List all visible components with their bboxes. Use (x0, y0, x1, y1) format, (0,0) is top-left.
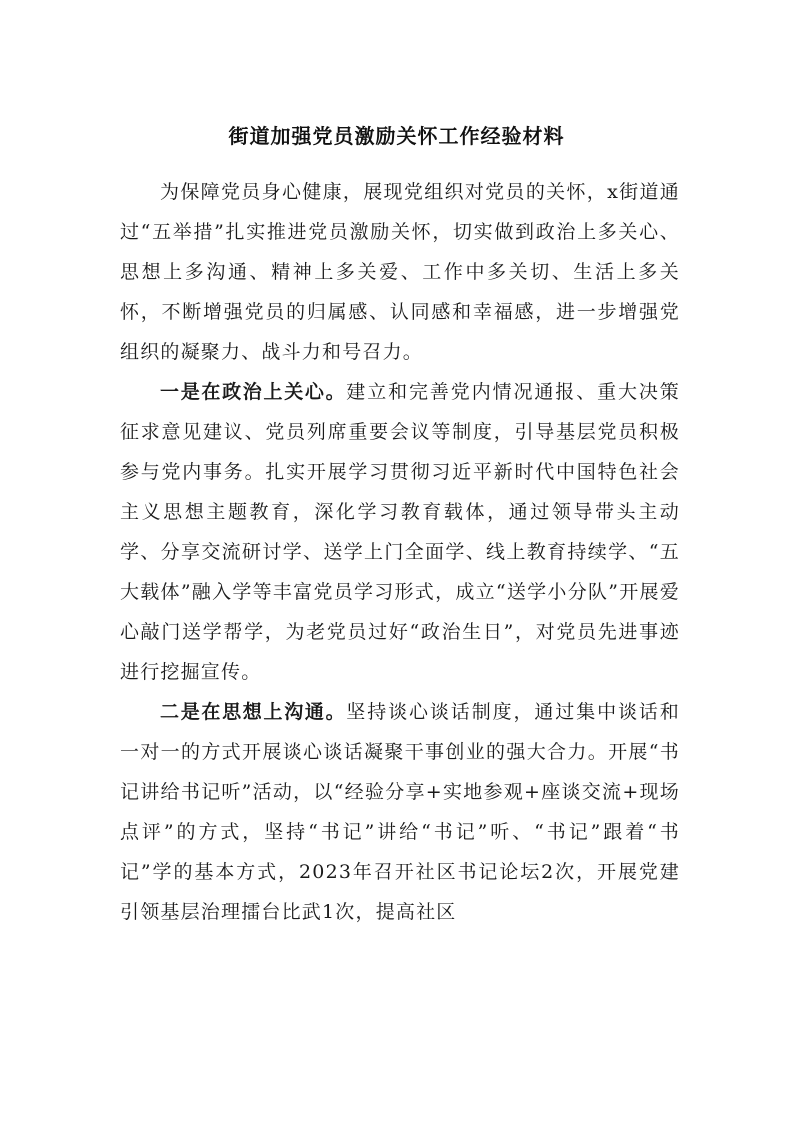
paragraph-lead: 一是在政治上关心。 (160, 381, 347, 403)
document-body (120, 172, 680, 932)
paragraph-text: 为保障党员身心健康，展现党组织对党员的关怀，x街道通过“五举措”扎实推进党员激励关怀，切实做到政治上多关心、思想上多沟通、精神上多关爱、工作中多关切、生活上多关怀，不断增强党员的归属感、认同感和幸福感，进一步增强党组织的凝聚力、战斗力和号召力。 (120, 181, 680, 363)
paragraph-intro (120, 172, 680, 372)
paragraph-lead: 二是在思想上沟通。 (160, 701, 347, 723)
document-title: 街道加强党员激励关怀工作经验材料 (228, 124, 565, 148)
paragraph-text: 坚持谈心谈话制度，通过集中谈话和一对一的方式开展谈心谈话凝聚干事创业的强大合力。开展“书记讲给书记听”活动，以“经验分享+实地参观+座谈交流+现场点评”的方式，坚持“书记”讲给“书记”听、“书记”跟着“书记”学的基本方式，2023年召开社区书记论坛2次，开展党建引领基层治理擂台比武1次，提高社区 (120, 701, 680, 923)
paragraph-ideological-communication (120, 692, 680, 932)
paragraph-political-care (120, 372, 680, 692)
paragraph-text: 建立和完善党内情况通报、重大决策征求意见建议、党员列席重要会议等制度，引导基层党员积极参与党内事务。扎实开展学习贯彻习近平新时代中国特色社会主义思想主题教育，深化学习教育载体，通过领导带头主动学、分享交流研讨学、送学上门全面学、线上教育持续学、“五大载体”融入学等丰富党员学习形式，成立“送学小分队”开展爱心敲门送学帮学，为老党员过好“政治生日”，对党员先进事迹进行挖掘宣传。 (120, 381, 680, 683)
